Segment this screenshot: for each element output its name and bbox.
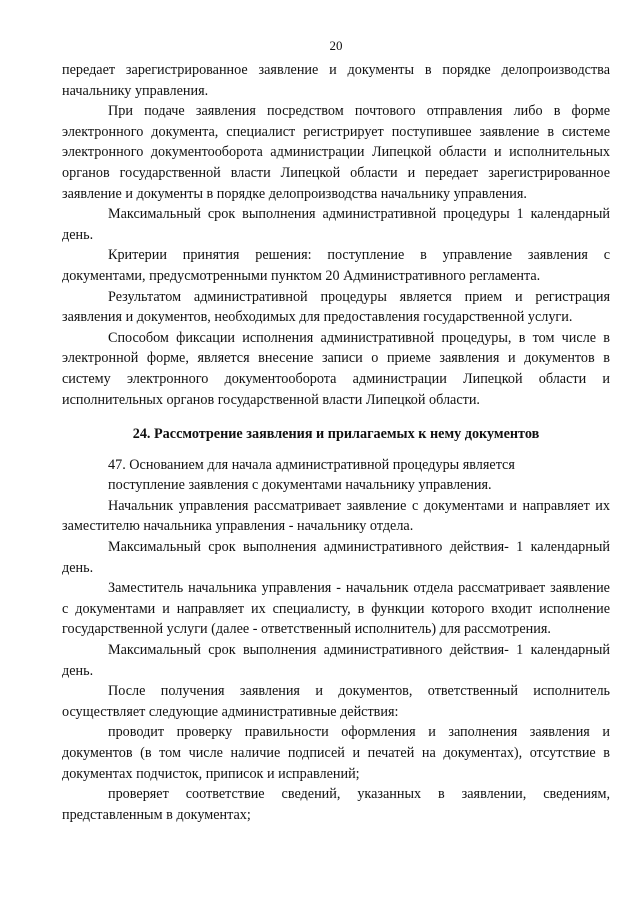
paragraph: После получения заявления и документов, ответственный исполнитель осуществляет следующие административные действия: xyxy=(62,683,610,720)
paragraph: Начальник управления рассматривает заявление с документами и направляет их заместителю начальника управления - начальнику отдела. xyxy=(62,497,610,535)
paragraph: поступление заявления с документами начальнику управления. xyxy=(108,477,492,494)
paragraph: передает зарегистрированное заявление и документы в порядке делопроизводства начальнику управления. xyxy=(62,62,610,99)
paragraph: проверяет соответствие сведений, указанных в заявлении, сведениям, представленным в документах; xyxy=(62,786,610,823)
paragraph: Максимальный срок выполнения административной процедуры 1 календарный день. xyxy=(62,206,610,243)
section-heading: 24. Рассмотрение заявления и прилагаемых к нему документов xyxy=(132,426,540,443)
paragraph: проводит проверку правильности оформления и заполнения заявления и документов (в том числе наличие подписей и печатей на документах), отсутствие в документах подчисток, приписок и исправлений; xyxy=(62,724,610,782)
paragraph: При подаче заявления посредством почтового отправления либо в форме электронного документа, специалист регистрирует поступившее заявление в системе электронного документооборота администрации Липецкой области и исполнительных органов государственной власти Липецкой области и передает зарегистрированное заявление и документы в порядке делопроизводства начальнику управления. xyxy=(62,103,610,202)
paragraph: Заместитель начальника управления - начальник отдела рассматривает заявление с документами и направляет их специалисту, в функции которого входит исполнение государственной услуги (далее - ответственный исполнитель) для рассмотрения. xyxy=(62,580,610,638)
paragraph: Максимальный срок выполнения административного действия- 1 календарный день. xyxy=(62,539,610,576)
page-number: 20 xyxy=(329,38,343,53)
paragraph: Критерии принятия решения: поступление в управление заявления с документами, предусмотренными пунктом 20 Административного регламента. xyxy=(62,247,610,284)
paragraph: Способом фиксации исполнения административной процедуры, в том числе в электронной форме, является внесение записи о приеме заявления и документов в систему электронного документооборота администрации Липецкой области и исполнительных органов государственной власти Липецкой области. xyxy=(62,329,610,408)
paragraph: Результатом административной процедуры является прием и регистрация заявления и документов, необходимых для предоставления государственной услуги. xyxy=(62,288,610,326)
paragraph: 47. Основанием для начала административной процедуры является xyxy=(108,456,515,473)
paragraph: Максимальный срок выполнения административного действия- 1 календарный день. xyxy=(62,642,610,679)
